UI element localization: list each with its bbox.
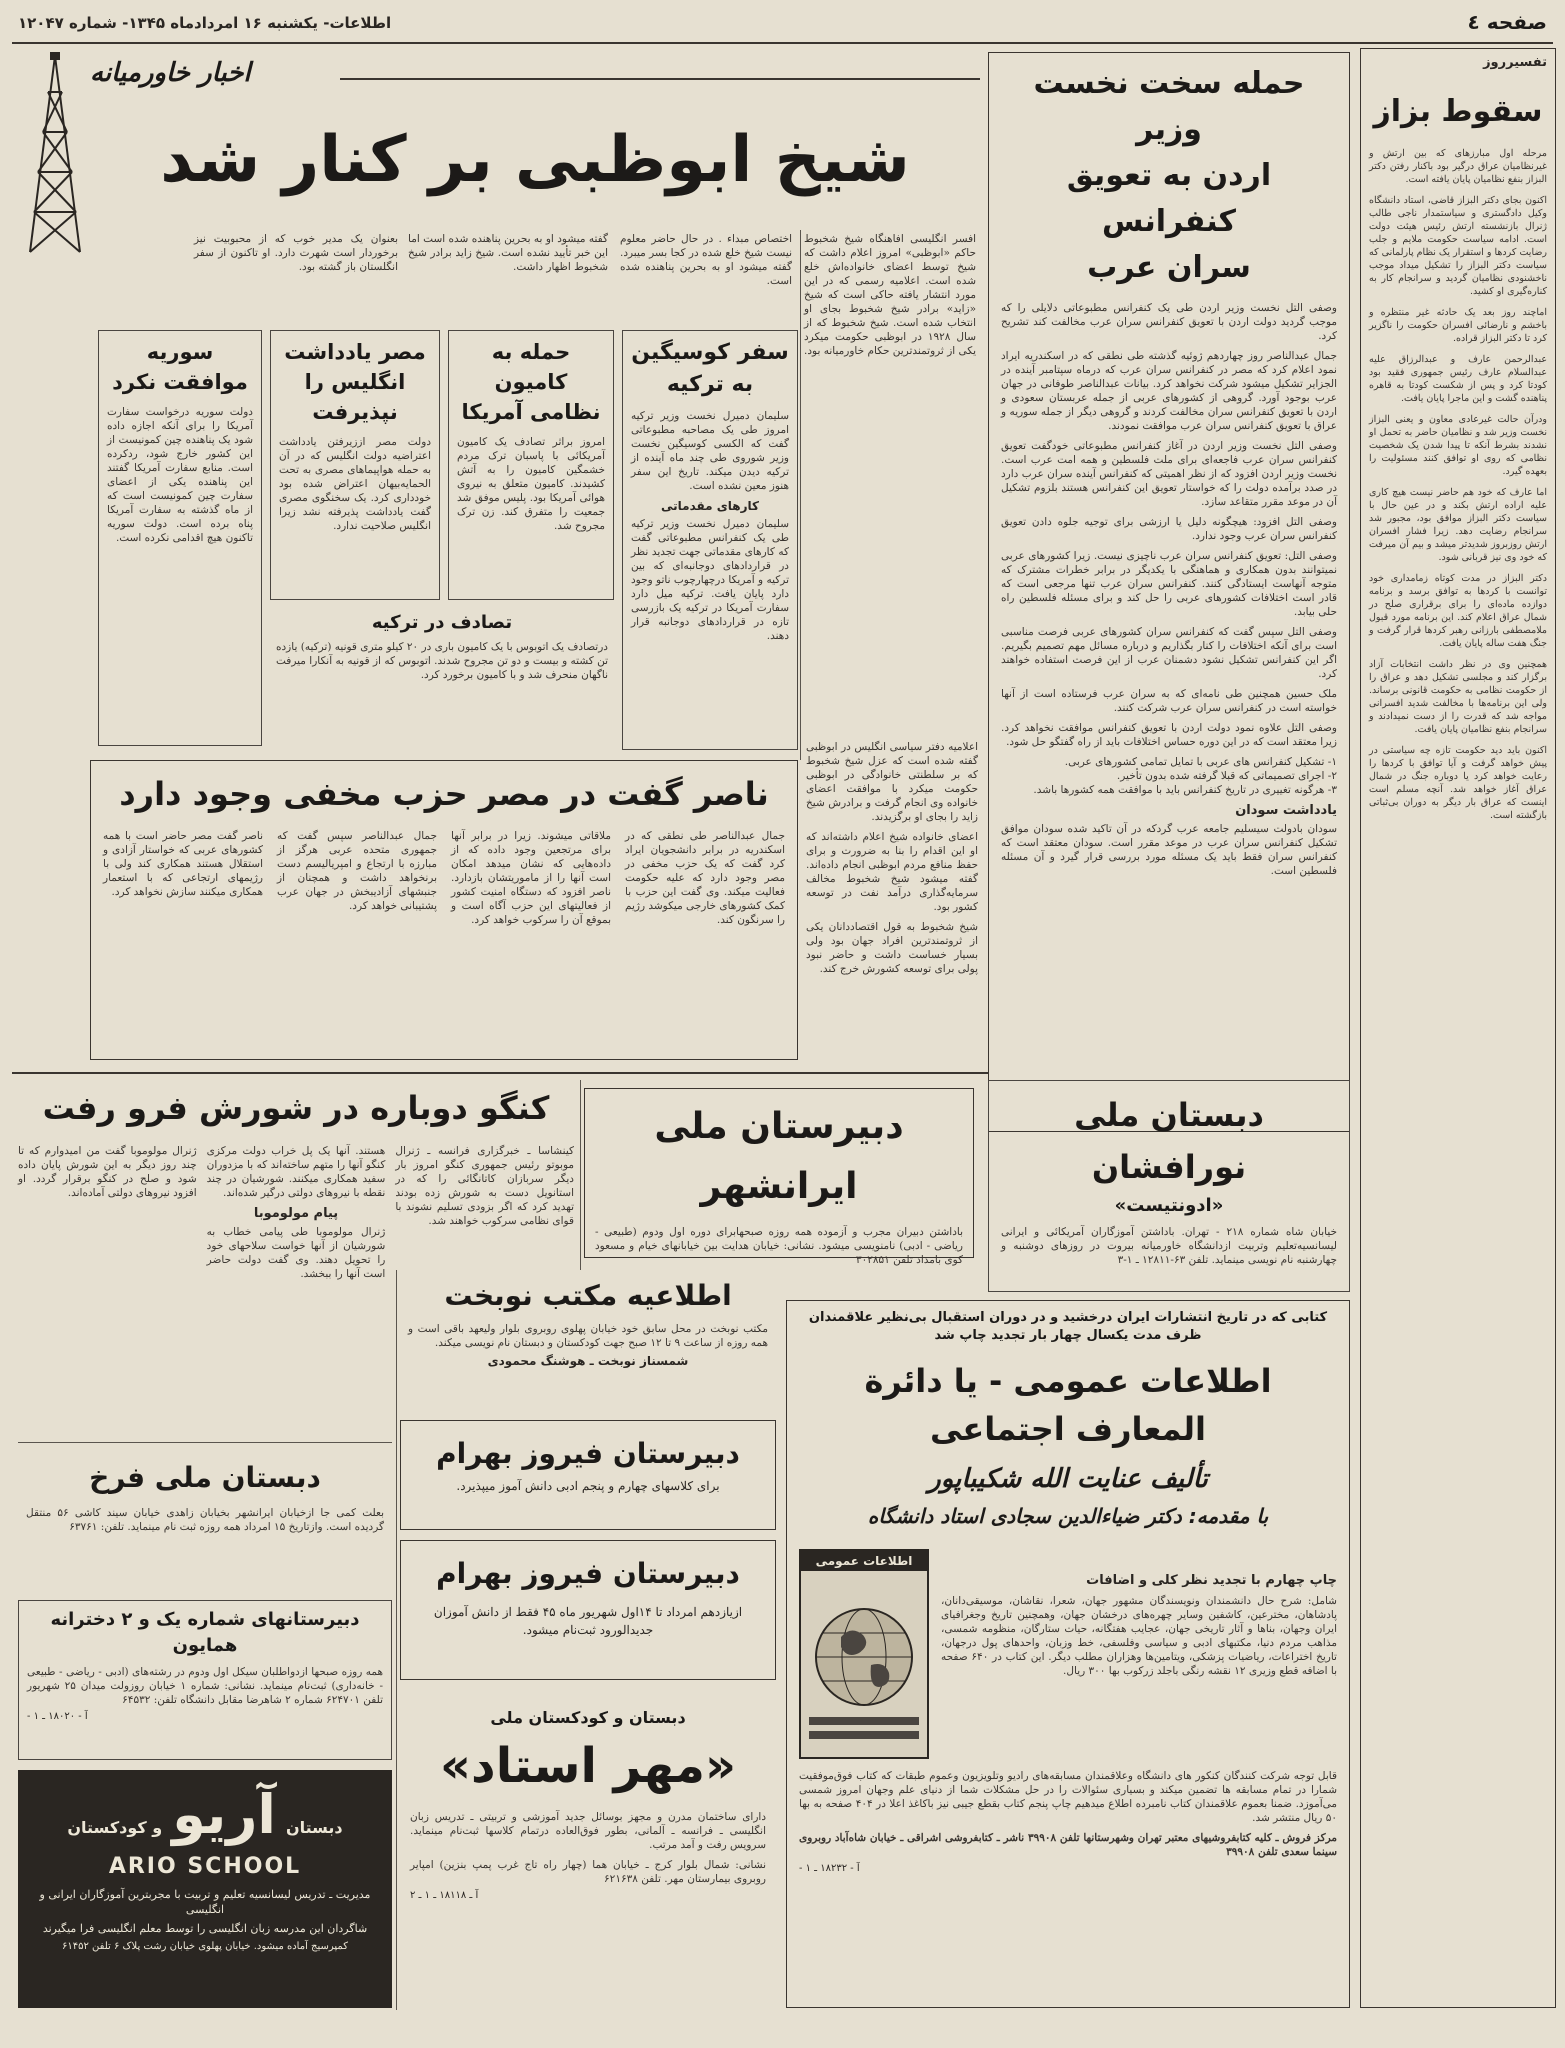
- syria-text: دولت سوریه درخواست سفارت آمریکا را برای آنکه اجازه داده شود یک پناهنده چین کمونیست از این کشور خارج شود، ردکرده است. منابع سفارت آمریکا گفتند این پناهنده یکی از اعضای سفارت چین کمونیست است که از ماه گذشته به سفارت آمریکا پناه برده است. دولت سوریه تاکنون هیچ اقدامی نکرده است.: [107, 406, 253, 544]
- egypt-note-box: [270, 330, 440, 600]
- nourafshan-ad: [988, 1080, 1350, 1292]
- nobakht-signature: شمسناز نوبخت ـ هوشنگ محمودی: [487, 1354, 689, 1368]
- homayoon-ad: [18, 1600, 392, 1760]
- book-sales-info: مرکز فروش ـ کلیه کتابفروشیهای معتبر تهران وشهرستانها تلفن ۳۹۹۰۸ ناشر ـ کتابفروشی اشراقی ـ خیابان شاه‌آباد روبروی سینما سعدی تلفن ۳۹۹۰۸: [799, 1832, 1337, 1858]
- ario-text3: کمپرسیج آماده میشود. خیابان پهلوی خیابان رشت پلاک ۶ تلفن ۶۱۴۵۲: [62, 1941, 348, 1952]
- nobakht-title: اطلاعیه مکتب نوبخت: [444, 1279, 732, 1312]
- iranshahr-ad: [584, 1088, 974, 1266]
- congo-subhead: پیام مولوموبا: [253, 1206, 339, 1221]
- jordan-p12: سودان بادولت سیسلیم جامعه عرب گردکه در آن تاکید شده سودان موافق تشکیل کنفرانس سران عرب در موعد مقرر است. سودان معتقد است که کنفرانس سران فقط باید یک مسئله مورد بررسی قرار گیرد و آن مسئله فلسطین است.: [1001, 823, 1337, 877]
- farrokh-ad: [18, 1452, 392, 1592]
- jordan-p4: وصفی التل افزود: هیچگونه دلیل یا ارزشی برای توجیه جلوه دادن تعویق کنفرانس سران عرب وجود ندارد.: [1001, 516, 1337, 542]
- rule-v1: [800, 230, 801, 760]
- jordan-p2: جمال عبدالناصر روز چهاردهم ژوئیه گذشته طی نطقی که در اسکندریه ایراد نمود اعلام کرد که مصر در کنفرانس سران عرب که درماه سپتامبر آینده در الجزایر تشکیل میشود شرکت نخواهد کرد. بیانات عبدالناصر طوفانی در جهان عرب بوجود آورد. گروهی از کشورهای عربی از جمله عربستان سعودی و اردن با تعویق کنفرانس سران مخالفت کردند و گروهی دیگر از جمله سوریه و عراق با تعویق کنفرانس سران عرب موافقت نمودند.: [1001, 350, 1337, 432]
- commentary-column: [1360, 48, 1556, 2008]
- page-header: [0, 0, 1565, 40]
- jordan-title-line1: حمله سخت نخست وزیر: [1033, 66, 1305, 147]
- jordan-title-line2: اردن به تعویق کنفرانس: [1066, 158, 1272, 239]
- ario-text: مدیریت ـ تدریس لیسانسیه تعلیم و تربیت با مجربترین آموزگاران ایرانی و انگلیسی: [39, 1888, 371, 1916]
- homayoon-text: همه روزه صبحها ازدواطلبان سیکل اول ودوم در رشته‌های (ادبی - ریاضی - طبیعی - خانه‌داری) ثبت‌نام مینماید. نشانی: شماره ۱ خیابان روزولت میدان ۲۵ شهریور تلفن ۶۲۴۷۰۱ شماره ۲ شاهرضا مقابل دانشگاه تلفن: ۶۴۵۳۲: [27, 1666, 384, 1706]
- book-code: آ - ۱۸۲۳۲ ـ ۱ -: [799, 1863, 860, 1874]
- ario-title-small: دبستان: [285, 1818, 343, 1837]
- abudhabi-col3: گفته میشود او به بحرین پناهنده شده است اما این خبر تأیید نشده است. شیخ زاید برادر شیخ شخبوط اظهار داشت.: [408, 233, 608, 273]
- abudhabi-headline: شیخ ابوظبی بر کنار شد: [160, 123, 910, 197]
- kicker-rule: [340, 78, 980, 80]
- book-description: شامل: شرح حال دانشمندان ونویسندگان مشهور جهان، شعرا، نقاشان، موسیقی‌دانان، پادشاهان، مخترعین، کاشفین وسایر چهره‌های درخشان جهان، وهمچنین تاریخ وجغرافیای ایران وجهان، بناها و آثار تاریخی جهان، عجایب هفتگانه، حیات ستارگان، منظومه شمسی، مذاهب مردم دنیا، مکتبهای ادبی و سیاسی وفلسفی، خط وزبان، واحدهای پول درجهان، تاریخ اختراعات، ریاضیات پزشکی، ویتامین‌ها وهزاران مطلب دیگر. این کتاب در ۶۴۰ صفحه با اضافه قطع وزیری ۱۲ نقشه رنگی باجلد زرکوب بها ۳۰۰ ریال.: [941, 1595, 1337, 1677]
- turkey-accident: [270, 606, 614, 746]
- derrick-icon: [24, 52, 86, 257]
- book-ad: [786, 1300, 1350, 2008]
- nasser-col1: جمال عبدالناصر طی نطقی که در اسکندریه در برابر دانشجویان ایراد کرد گفت که یک حزب مخفی در مصر وجود دارد که علیه حکومت فعالیت میکند. وی گفت این حزب با کمک کشورهای خارجی میکوشد رژیم را سرنگون کند.: [624, 830, 785, 926]
- kosygin-title: سفر کوسیگین به ترکیه: [631, 340, 789, 397]
- book-author: تألیف عنایت الله شکیباپور: [928, 1464, 1208, 1494]
- nobakht-notice: [400, 1270, 776, 1410]
- nasser-box: [90, 760, 798, 1060]
- masthead-dateline: اطلاعات- یکشنبه ۱۶ امردادماه ۱۳۴۵- شماره ۱۲۰۴۷: [18, 14, 392, 32]
- ario-text2: شاگردان این مدرسه زبان انگلیسی را توسط معلم انگلیسی فرا میگیرند: [42, 1922, 368, 1935]
- jordan-subhead: یادداشت سودان: [1235, 803, 1337, 818]
- ario-title-kind: و کودکستان: [67, 1818, 163, 1837]
- book-edition: چاپ چهارم با تجدید نظر کلی و اضافات: [1086, 1573, 1337, 1588]
- rule-h-bottom-left: [18, 1442, 392, 1443]
- page-number: صفحه ٤: [1467, 10, 1547, 34]
- kosygin-text2: سلیمان دمیرل نخست وزیر ترکیه طی یک کنفرانس مطبوعاتی گفت که کارهای مقدماتی جهت تجدید نظر در قراردادهای دوجانبه‌ای که بین ترکیه و آمریکا درچهارچوب ناتو وجود دارد پایان یافت. ترکیه میل دارد سفارت آمریکا در ترکیه یک بازرسی تازه در قراردادهای دوجانبه قرار دهند.: [631, 518, 789, 642]
- kosygin-box: [622, 330, 798, 750]
- commentary-title: سقوط بزاز: [1373, 94, 1543, 129]
- firooz-bahram-ad-1: [400, 1420, 776, 1530]
- kosygin-subhead: کارهای مقدماتی: [661, 499, 759, 513]
- jordan-article: [988, 52, 1350, 1132]
- mehr-ostad-text: دارای ساختمان مدرن و مجهز بوسائل جدید آموزشی و تربیتی ـ تدریس زبان انگلیسی ـ فرانسه ـ آلمانی، بطور فوق‌العاده درتمام کلاسها ثبت‌نام مینماید. سرویس رفت و آمد مرتب.: [410, 1811, 766, 1851]
- iranshahr-text: باداشتن دبیران مجرب و آزموده همه روزه صبحهابرای دوره اول ودوم (طبیعی - ریاضی - ادبی) نامنویسی میشود. نشانی: خیابان هدایت بین خیابانهای خیام و مسعود کوی بامداد تلفن ۳۰۲۸۵۱: [595, 1226, 963, 1266]
- header-rule: [12, 42, 1553, 44]
- commentary-p6: اما عارف که خود هم حاضر نیست هیچ کاری علیه اراده ارتش بکند و در عین حال با سیاست دکتر البزاز موافق بود، مجبور شد سرانجام رضایت دهد. زیرا فشار افسران ارتش روزبروز شدیدتر میشد و بیم آن میرفت که خود وی نیز قربانی شود.: [1369, 487, 1547, 563]
- commentary-kicker: تفسیرروز: [1483, 55, 1547, 70]
- ario-latin-name: ARIO SCHOOL: [108, 1854, 302, 1879]
- farrokh-text: بعلت کمی جا ازخیابان ایرانشهر بخیابان زاهدی خیابان سیند کاشی ۵۶ منتقل گردیده است. وازتاریخ ۱۵ امرداد همه روزه ثبت نام مینماید. تلفن: ۶۳۷۶۱: [26, 1507, 384, 1533]
- jordan-point2: ۲- اجرای تصمیماتی که قبلا گرفته شده بدون تأخیر.: [1116, 770, 1337, 782]
- syria-title: سوریه موافقت نکرد: [112, 340, 248, 394]
- ario-title-big: آریو: [172, 1783, 276, 1846]
- turkey-accident-text: درتصادف یک اتوبوس با یک کامیون باری در ۲۰ کیلو متری قونیه (ترکیه) یازده تن کشته و بیست و دو تن مجروح شدند. اتوبوس که از قونیه به آنکارا میرفت ناگهان منحرف شد و با کامیون برخورد کرد.: [276, 641, 608, 681]
- section-rule-mid: [12, 1072, 988, 1074]
- commentary-p8: همچنین وی در نظر داشت انتخابات آزاد برگزار کند و مجلسی تشکیل دهد و عراق را از حکومت نظامی به حکومت قانونی برساند. ولی این برنامه‌ها با مخالفت شدید افسرانی مواجه شد که قدرت را از دست نمیدادند و سرانجام بنفع نظامیان پایان یافت.: [1369, 659, 1547, 735]
- egypt-note-text: دولت مصر اززیرفتن یادداشت اعتراضیه دولت انگلیس که در آن به حمله هواپیماهای مصری به تحت الحمایه‌بیهان اعتراض شده بود خودداری کرد. یک سخنگوی مصری گفت یادداشت پذیرفته نشد زیرا انگلیس صلاحیت ندارد.: [279, 436, 431, 532]
- commentary-p5: ودرآن حالت غیرعادی معاون و یعنی البزاز نخست وزیر شد و نظامیان حاضر به تحمل او نشدند بشرط آنکه تا پیدا شدن یک شخصیت نظامی که روی او توافق کنند مسئولیت را بعهده گیرد.: [1369, 414, 1547, 477]
- mehr-ostad-title: «مهر استاد»: [440, 1738, 736, 1794]
- truck-attack-box: [448, 330, 614, 600]
- nobakht-text: مکتب نوبخت در محل سابق خود خیابان پهلوی روبروی بلوار ولیعهد باقی است و همه روزه از ساعت ۹ تا ۱۲ صبح جهت کودکستان و دبستان نام نویسی میکند.: [408, 1323, 768, 1349]
- congo-col1: کینشاسا ـ خبرگزاری فرانسه ـ ژنرال موبوتو رئیس جمهوری کنگو امروز بار دیگر سربازان کاتانگائی را که در استانویل دست به شورش زده بودند تهدید کرد که اگر بزودی تسلیم نشوند با قوای نظامی سرکوب خواهند شد.: [395, 1145, 574, 1227]
- commentary-p1: مرحله اول مبارزهای که بین ارتش و غیرنظامیان عراق درگیر بود باکنار رفتن دکتر البزاز بنفع نظامیان پایان یافته است.: [1369, 148, 1547, 185]
- congo-col3: ژنرال مولوموبا طی پیامی خطاب به شورشیان از آنها خواست سلاحهای خود را تحویل دهند. وی گفت دولت حاضر است آنها را ببخشد.: [206, 1226, 386, 1280]
- nourafshan-text: خیابان شاه شماره ۲۱۸ - تهران. باداشتن آموزگاران آمریکائی و ایرانی لیسانسیه‌تعلیم وتربیت ازدانشگاه خاورمیانه بیروت در روزهای دوشنبه و چهارشنبه نام نویسی مینماید. تلفن ۶۳-۱۲۸۱۱ ـ ۱-۳: [1001, 1226, 1338, 1266]
- globe-icon: [801, 1577, 927, 1757]
- commentary-p4: عبدالرحمن عارف و عبدالرزاق علیه عبدالسلام عارف رئیس جمهوری فقید بود کودتا کرد و پس از شکست کودتا به قاهره پناهنده گشت و این ماجرا پایان یافت.: [1369, 354, 1547, 404]
- jordan-p5: وصفی التل: تعویق کنفرانس سران عرب ناچیزی نیست. زیرا کشورهای عربی نمیتوانند بدون همکاری و هماهنگی با یکدیگر در برابر خطرات مشترک که متوجه آنهاست ایستادگی کنند. کنفرانس سران عرب تنها مرجعی است که قادر است اختلافات کشورهای عربی را حل کند و برای مسئله فلسطین راه حلی بیابد.: [1001, 550, 1337, 618]
- truck-attack-title: حمله به کامیون نظامی آمریکا: [461, 340, 601, 424]
- abudhabi-cont-text3: شیخ شخبوط به قول اقتصاددانان یکی از ثروتمندترین افراد جهان بود ولی بسیار خساست داشت و حاضر نبود پولی برای توسعه کشورش خرج کند.: [806, 921, 978, 975]
- jordan-title-line3: سران عرب: [1087, 250, 1251, 285]
- jordan-p1: وصفی التل نخست وزیر اردن طی یک کنفرانس مطبوعاتی دلایلی را که موجب گردید دولت اردن با تعویق کنفرانس سران عرب مخالفت کند تشریح کرد.: [1001, 302, 1337, 342]
- jordan-point3: ۳- هرگونه تغییری در تاریخ کنفرانس باید با موافقت همه کشورها باشد.: [1033, 784, 1337, 796]
- iranshahr-title: دبیرستان ملی ایرانشهر: [654, 1106, 904, 1207]
- homayoon-code: آ - ۱۸۰۲۰ ـ ۱ -: [27, 1711, 88, 1722]
- nasser-col4: ناصر گفت مصر حاضر است با همه کشورهای عربی که خواستار آزادی و استقلال هستند همکاری کند ولی با رژیمهای ارتجاعی که با استعمار همکاری میکنند سازش نخواهد کرد.: [103, 830, 263, 898]
- farrokh-title: دبستان ملی فرخ: [89, 1461, 321, 1494]
- oil-derrick-illustration: [24, 52, 86, 257]
- firooz-2-text: ازیازدهم امرداد تا ۱۴اول شهریور ماه ۴۵ فقط از دانش آموزان جدیدالورود ثبت‌نام میشود.: [433, 1605, 743, 1637]
- firooz-1-text: برای کلاسهای چهارم و پنجم ادبی دانش آموز میپذیرد.: [456, 1479, 720, 1493]
- mehr-ostad-code: آ ـ ۱۸۱۱۸ ـ ۱ ـ ۲: [410, 1890, 479, 1901]
- jordan-p6: وصفی التل سپس گفت که کنفرانس سران کشورهای عربی فرصت مناسبی است برای آنکه اختلافات را کنار بگذاریم و درباره مسائل مهم تصمیم بگیریم. اگر این کنفرانس تشکیل نشود دشمنان عرب از این فرصت استفاده خواهند کرد.: [1001, 626, 1337, 680]
- rule-v3: [396, 1270, 397, 2010]
- nourafshan-sub: «ادونتیست»: [1114, 1195, 1224, 1216]
- nasser-col3: جمال عبدالناصر سپس گفت که جمهوری متحده عربی هرگز از مبارزه با ارتجاع و امپریالیسم دست برنخواهد داشت و همچنان از جنبشهای آزادیبخش در جهان عرب پشتیبانی خواهد کرد.: [277, 830, 437, 912]
- nasser-title: ناصر گفت در مصر حزب مخفی وجود دارد: [119, 775, 769, 813]
- book-intro: با مقدمه: دکتر ضیاءالدین سجادی استاد دانشگاه: [867, 1504, 1269, 1528]
- firooz-1-title: دبیرستان فیروز بهرام: [436, 1437, 740, 1470]
- jordan-p3: وصفی التل نخست وزیر اردن در آغاز کنفرانس مطبوعاتی خودگفت تعویق کنفرانس سران عرب فاجعه‌ای برای ملت فلسطین و همه امت عرب است. نخست وزیر اردن افزود که از نظر اهمیتی که کنفرانس آینده سران عرب دارد در صدد برآمده دولت را که خواستار تعویق این کنفرانس هستند بلزوم تشکیل آن در موعد مقرر متقاعد سازد.: [1001, 440, 1337, 508]
- turkey-accident-title: تصادف در ترکیه: [371, 612, 513, 633]
- jordan-p7: ملک حسین همچنین طی نامه‌ای که به سران عرب فرستاده است از آنها خواسته است در کنفرانس سران عرب شرکت کنند.: [1001, 688, 1337, 714]
- congo-col4: ژنرال مولوموبا گفت من امیدوارم که تا چند روز دیگر به این شورش پایان داده شود و صلح در کنگو برقرار گردد. او افزود نیروهای دولتی آماده‌اند.: [17, 1145, 197, 1199]
- commentary-p9: اکنون باید دید حکومت تازه چه سیاستی در پیش خواهد گرفت و آیا توافق با کردها را رعایت خواهد کرد یا دوباره جنگ در شمال عراق آغاز خواهد شد. آنچه مسلم است اینست که عراق بار دیگر به دوران بی‌ثباتی بازگشته است.: [1369, 745, 1547, 821]
- abudhabi-cont-text: اعلامیه دفتر سیاسی انگلیس در ابوظبی گفته شده است که عزل شیخ شخبوط که بر سلطنتی خانوادگی در ابوظبی حکومت میکرد با موافقت اعضای خانواده وی انجام گرفت و برادرش شیخ زاید را بجای او برگزیدند.: [806, 741, 978, 823]
- nourafshan-title: دبستان ملی نورافشان: [1074, 1096, 1264, 1186]
- commentary-p2: اکنون بجای دکتر البزاز قاضی، استاد دانشگاه وکیل دادگستری و سیاستمدار ناجی طالب ژنرال بازنشسته ارتش رئیس هیئت دولت است. ادامه سیاست حکومت ملایم و جلب رضایت کردها و استقرار یک نظام پارلمانی که سیاست دکتر البزاز را تشکیل میداد موجب ناخشنودی نظامیان گردید و سرانجام کار به کناره‌گیری او کشید.: [1369, 195, 1547, 297]
- abudhabi-cont-text2: اعضای خانواده شیخ اعلام داشته‌اند که او این اقدام را بنا به ضرورت و برای حفظ منافع مردم ابوظبی انجام داده‌اند. گفته میشود شیخ شخبوط مخالف سرمایه‌گذاری درآمد نفت در توسعه کشور بود.: [806, 831, 978, 913]
- abudhabi-col2: اختصاص مبداء . در حال حاضر معلوم نیست شیخ خلع شده در کجا بسر میبرد. گفته میشود او به بحرین پناهنده شده است.: [620, 233, 792, 287]
- mehr-ostad-ad: [400, 1700, 776, 2010]
- book-description-2: قابل توجه شرکت کنندگان کنکور های دانشگاه وعلاقمندان مسابقه‌های رادیو وتلویزیون وعموم طبقات که کتاب فوق‌موفقیت شمارا در تمام مسابقه ها تضمین میکند و بسیاری سئوالات را در حل مشکلات شما از دنیای علم وجهان امروز شمسی می‌آموزد. ضمنا بعموم علاقمندان کتاب نامبرده اطلاع میدهیم چاپ پنجم کتاب بقطع جیبی‌ نیز باکاغذ اعلا در ۴۰۴ صفحه به بها ۵۰ ریال منتشر شد.: [799, 1770, 1337, 1824]
- book-notice: کتابی که در تاریخ انتشارات ایران درخشید و در دوران استقبال بی‌نظیر علاقمندان ظرف مدت یکسال چهار بار تجدید چاپ شد: [808, 1310, 1328, 1343]
- kosygin-text: سلیمان دمیرل نخست وزیر ترکیه امروز طی یک مصاحبه مطبوعاتی گفت که الکسی کوسیگین نخست وزیر شوروی طی چند ماه آینده از ترکیه دیدن میکند. تاریخ این سفر هنوز معین نشده است.: [631, 410, 789, 492]
- syria-box: [98, 330, 262, 746]
- firooz-bahram-ad-2: [400, 1540, 776, 1680]
- nasser-col2: ملاقاتی میشوند. زیرا در برابر آنها برای مرتجعین وجود داده که از داده‌هایی که نشان میدهد امکان است آنها را از ماموریتشان بازدارد. ناصر افزود که دستگاه امنیت کشور از فعالیتهای این حزب آگاه است و بموقع آن را سرکوب خواهد کرد.: [451, 830, 611, 926]
- firooz-2-title: دبیرستان فیروز بهرام: [436, 1557, 740, 1590]
- ario-ad: [18, 1770, 392, 2008]
- book-cover-label: اطلاعات عمومی: [801, 1551, 927, 1571]
- middle-east-news-kicker: اخبار خاورمیانه: [90, 58, 251, 88]
- congo-col2: هستند. آنها یک پل خراب دولت مرکزی کنگو آنها را متهم ساخته‌اند که با مزدوران سفید همکاری میکنند. شورشیان در چند نقطه با نیروهای دولتی درگیر شده‌اند.: [206, 1145, 386, 1199]
- abudhabi-col1: افسر انگلیسی افاهنگاه شیخ شخبوط حاکم «ابوظبی» امروز اعلام داشت که شیخ توسط اعضای خانواده‌اش خلع شده است. اعلامیه رسمی که در این مورد انتشار یافته حاکی است که شیخ «زاید» برادر شیخ شخبوط بجای او انتخاب شده است. شیخ شخبوط که از سال ۱۹۲۸ در ابوظبی حکومت میکرد یکی از ثروتمندترین حکام خاورمیانه بود.: [804, 233, 976, 357]
- book-title: اطلاعات عمومی - یا دائرة المعارف اجتماعی: [864, 1362, 1272, 1448]
- commentary-p3: اماچند روز بعد یک حادثه غیر منتظره و باخشم و نارضائی افسران حکومت را ناگزیر کرد تا دکتر البزاز قراده.: [1369, 307, 1547, 344]
- egypt-note-title: مصر یادداشت انگلیس را نپذیرفت: [284, 340, 426, 424]
- abudhabi-col4: بعنوان یک مدیر خوب که از محبوبیت نیز برخوردار است شهرت دارد. او تاکنون از سفر انگلستان باز گشته بود.: [194, 233, 398, 273]
- congo-title: کنگو دوباره در شورش فرو رفت: [42, 1089, 550, 1127]
- commentary-p7: دکتر البزاز در مدت کوتاه زمامداری خود توانست با کردها به توافق برسد و برنامه دوازده ماده‌ای را برای برقراری صلح در شمال عراق اعلام کند. این برنامه مورد قبول ملامصطفی بارزانی رهبر کردها قرار گرفت و جنگ هفت ساله پایان یافت.: [1369, 573, 1547, 649]
- mehr-ostad-address: نشانی: شمال بلوار کرج ـ خیابان هما (چهار راه تاج غرب پمپ بنزین) امپایر روبروی بیمارستان مهر. تلفن ۶۲۱۶۳۸: [410, 1859, 766, 1885]
- jordan-point1: ۱- تشکیل کنفرانس های عربی با تمایل تمامی کشورهای عربی.: [1064, 756, 1337, 768]
- book-cover-illustration: [799, 1549, 929, 1759]
- jordan-p8: وصفی التل علاوه نمود دولت اردن با تعویق کنفرانس موافقت نخواهد کرد. زیرا معتقد است که در این دوره حساس اختلافات باید از راه گفتگو حل شود.: [1001, 722, 1337, 748]
- homayoon-title: دبیرستانهای شماره یک و ۲ دخترانه همایون: [50, 1609, 360, 1656]
- mehr-ostad-top: دبستان و کودکستان ملی: [490, 1708, 686, 1727]
- rule-v2: [580, 1080, 581, 1270]
- truck-attack-text: امروز براثر تصادف یک کامیون آمریکائی با پاسبان ترک مردم خشمگین کامیون را به آتش کشیدند. کامیون متعلق به نیروی هوائی آمریکا بود. پلیس موفق شد جمعیت را متفرق کند. زن ترک مجروح شد.: [457, 436, 605, 532]
